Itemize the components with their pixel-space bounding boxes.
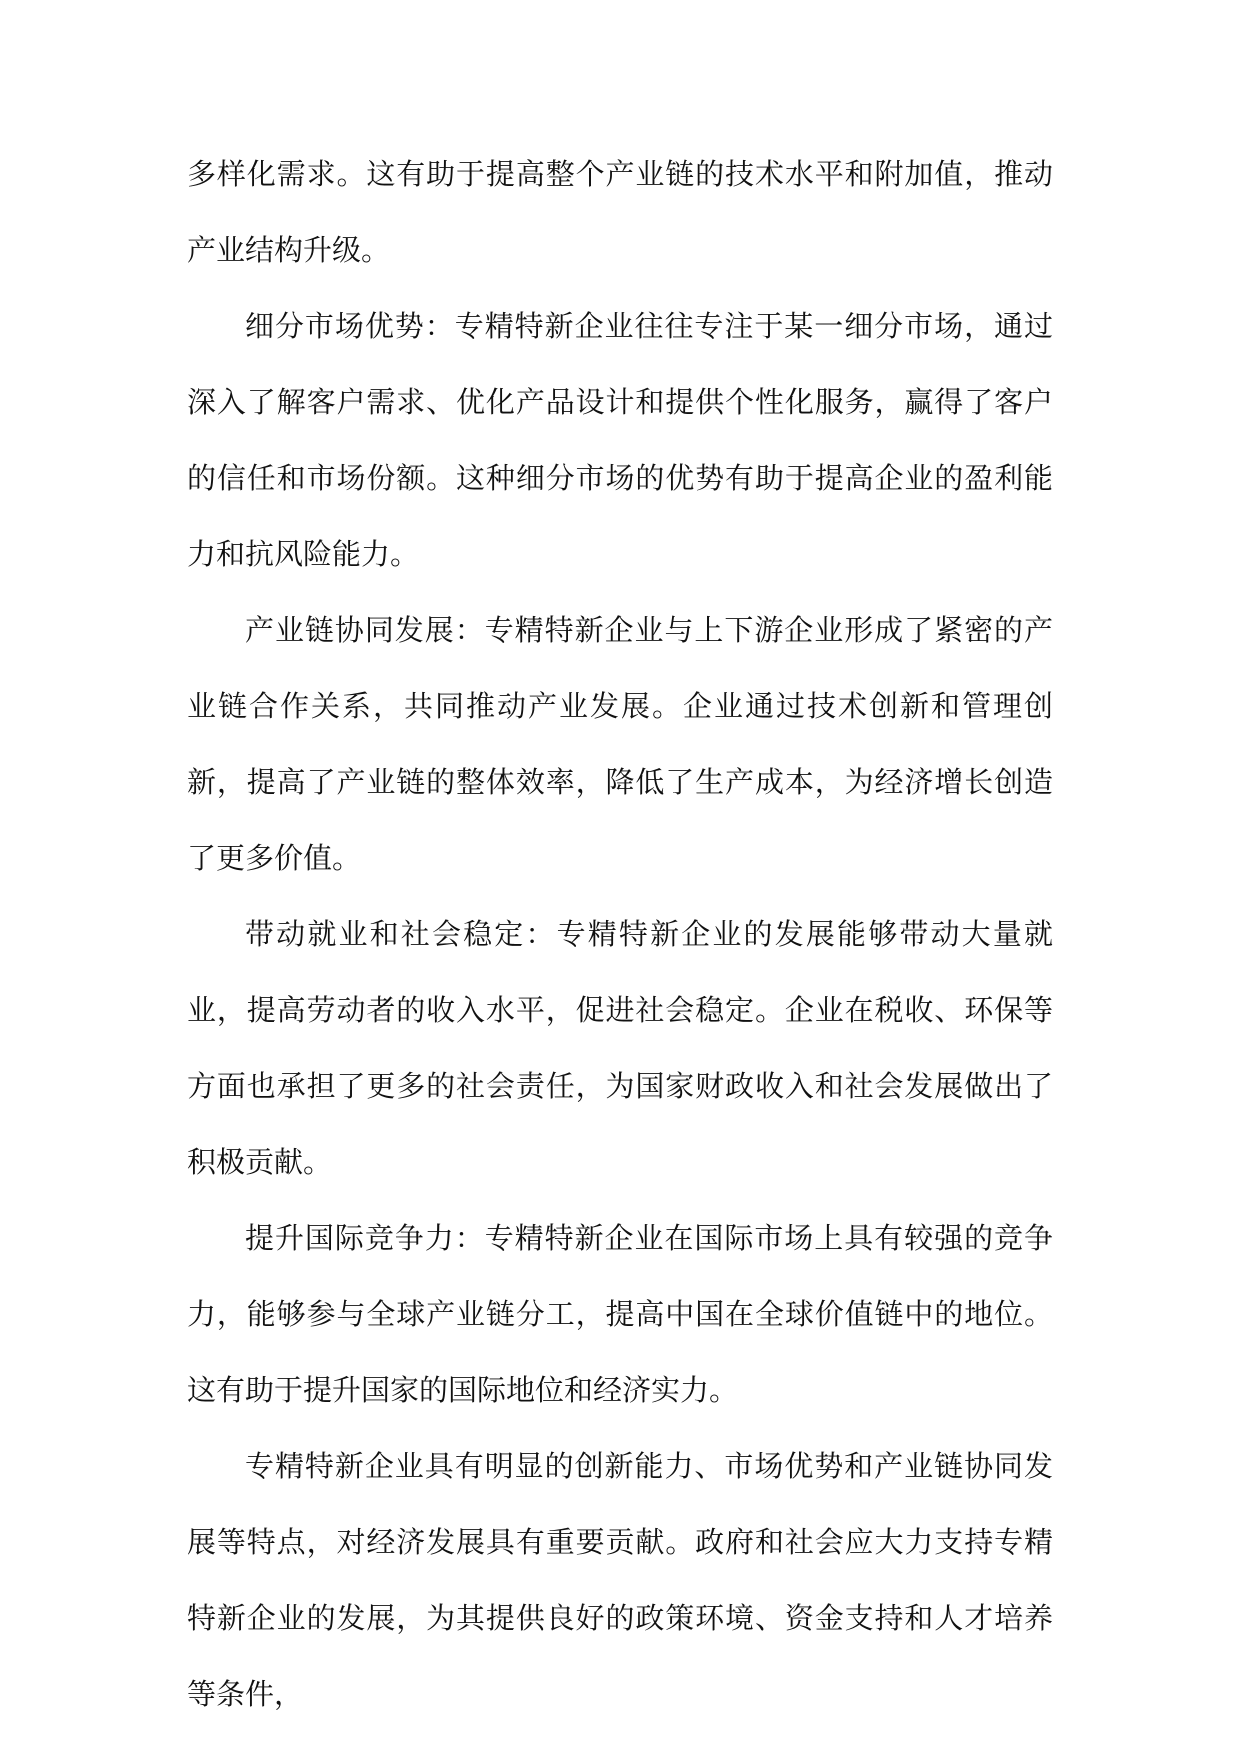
paragraph-niche-market: 细分市场优势：专精特新企业往往专注于某一细分市场，通过深入了解客户需求、优化产品设计和提供个性化服务，赢得了客户的信任和市场份额。这种细分市场的优势有助于提高企业的盈利能力和抗风险能力。 (187, 309, 1053, 571)
paragraph-continuation: 多样化需求。这有助于提高整个产业链的技术水平和附加值，推动产业结构升级。 (187, 157, 1053, 267)
paragraph-industry-chain: 产业链协同发展：专精特新企业与上下游企业形成了紧密的产业链合作关系，共同推动产业发展。企业通过技术创新和管理创新，提高了产业链的整体效率，降低了生产成本，为经济增长创造了更多价值。 (187, 613, 1053, 875)
paragraph-employment: 带动就业和社会稳定：专精特新企业的发展能够带动大量就业，提高劳动者的收入水平，促进社会稳定。企业在税收、环保等方面也承担了更多的社会责任，为国家财政收入和社会发展做出了积极贡献。 (187, 917, 1053, 1179)
paragraph-summary: 专精特新企业具有明显的创新能力、市场优势和产业链协同发展等特点，对经济发展具有重要贡献。政府和社会应大力支持专精特新企业的发展，为其提供良好的政策环境、资金支持和人才培养等条件， (187, 1449, 1053, 1711)
paragraph-competitiveness: 提升国际竞争力：专精特新企业在国际市场上具有较强的竞争力，能够参与全球产业链分工，提高中国在全球价值链中的地位。这有助于提升国家的国际地位和经济实力。 (187, 1221, 1053, 1407)
document-body (187, 136, 1053, 1732)
